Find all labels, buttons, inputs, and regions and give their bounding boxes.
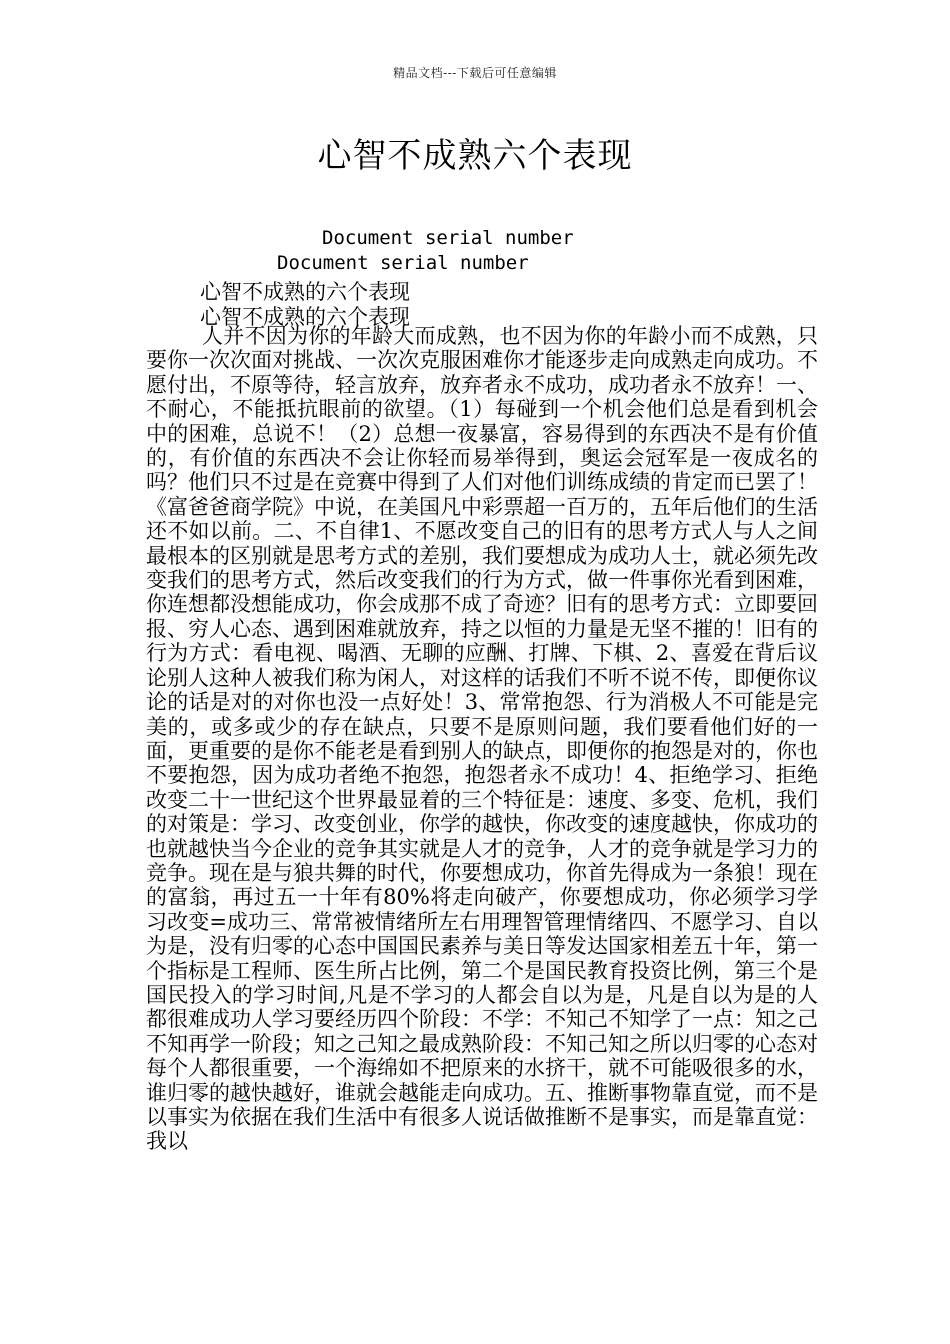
serial-number-line-1: Document serial number [322, 227, 574, 249]
serial-number-line-2: Document serial number [277, 252, 529, 274]
subheading-2: 心智不成熟的六个表现 [200, 305, 410, 329]
subheading-1: 心智不成熟的六个表现 [200, 280, 410, 304]
header-watermark: 精品文档---下载后可任意编辑 [393, 66, 557, 80]
body-paragraph: 人并不因为你的年龄大而成熟，也不因为你的年龄小而不成熟，只要你一次次面对挑战、一次次克服困难你才能逐步走向成熟走向成功。不愿付出，不原等待，轻言放弃，放弃者永不成功，成功者永不放弃！一、不耐心，不能抵抗眼前的欲望。（1）每碰到一个机会他们总是看到机会中的困难，总说不！（2）总想一夜暴富，容易得到的东西决不是有价值的，有价值的东西决不会让你轻而易举得到，奥运会冠军是一夜成名的吗？他们只不过是在竞赛中得到了人们对他们训练成绩的肯定而已罢了！《富爸爸商学院》中说，在美国凡中彩票超一百万的，五年后他们的生活还不如以前。二、不自律1、不愿改变自己的旧有的思考方式人与人之间最根本的区别就是思考方式的差别，我们要想成为成功人士，就必须先改变我们的思考方式，然后改变我们的行为方式，做一件事你光看到困难，你连想都没想能成功，你会成那不成了奇迹？旧有的思考方式：立即要回报、穷人心态、遇到困难就放弃，持之以恒的力量是无坚不摧的！旧有的行为方式：看电视、喝酒、无聊的应酬、打牌、下棋、2、喜爱在背后议论别人这种人被我们称为闲人，对这样的话我们不听不说不传，即便你议论的话是对的对你也没一点好处！3、常常抱怨、行为消极人不可能是完美的，或多或少的存在缺点，只要不是原则问题，我们要看他们好的一面，更重要的是你不能老是看到别人的缺点，即便你的抱怨是对的，你也不要抱怨，因为成功者绝不抱怨，抱怨者永不成功！4、拒绝学习、拒绝改变二十一世纪这个世界最显着的三个特征是：速度、多变、危机，我们的对策是：学习、改变创业，你学的越快，你改变的速度越快，你成功的也就越快当今企业的竞争其实就是人才的竞争，人才的竞争就是学习力的竞争。现在是与狼共舞的时代，你要想成功，你首先得成为一条狼！现在的富翁，再过五一十年有80%将走向破产，你要想成功，你必须学习学习改变=成功三、常常被情绪所左右用理智管理情绪四、不愿学习、自以为是，没有归零的心态中国国民素养与美日等发达国家相差五十年，第一个指标是工程师、医生所占比例，第二个是国民教育投资比例，第三个是国民投入的学习时间,凡是不学习的人都会自以为是，凡是自以为是的人都很难成功人学习要经历四个阶段：不学：不知己不知学了一点：知之己不知再学一阶段；知之己知之最成熟阶段：不知己知之所以归零的心态对每个人都很重要，一个海绵如不把原来的水挤干，就不可能吸很多的水，谁归零的越快越好，谁就会越能走向成功。五、推断事物靠直觉，而不是以事实为依据在我们生活中有很多人说话做推断不是事实，而是靠直觉：我以 [146, 324, 818, 1154]
document-title: 心智不成熟六个表现 [317, 136, 633, 176]
